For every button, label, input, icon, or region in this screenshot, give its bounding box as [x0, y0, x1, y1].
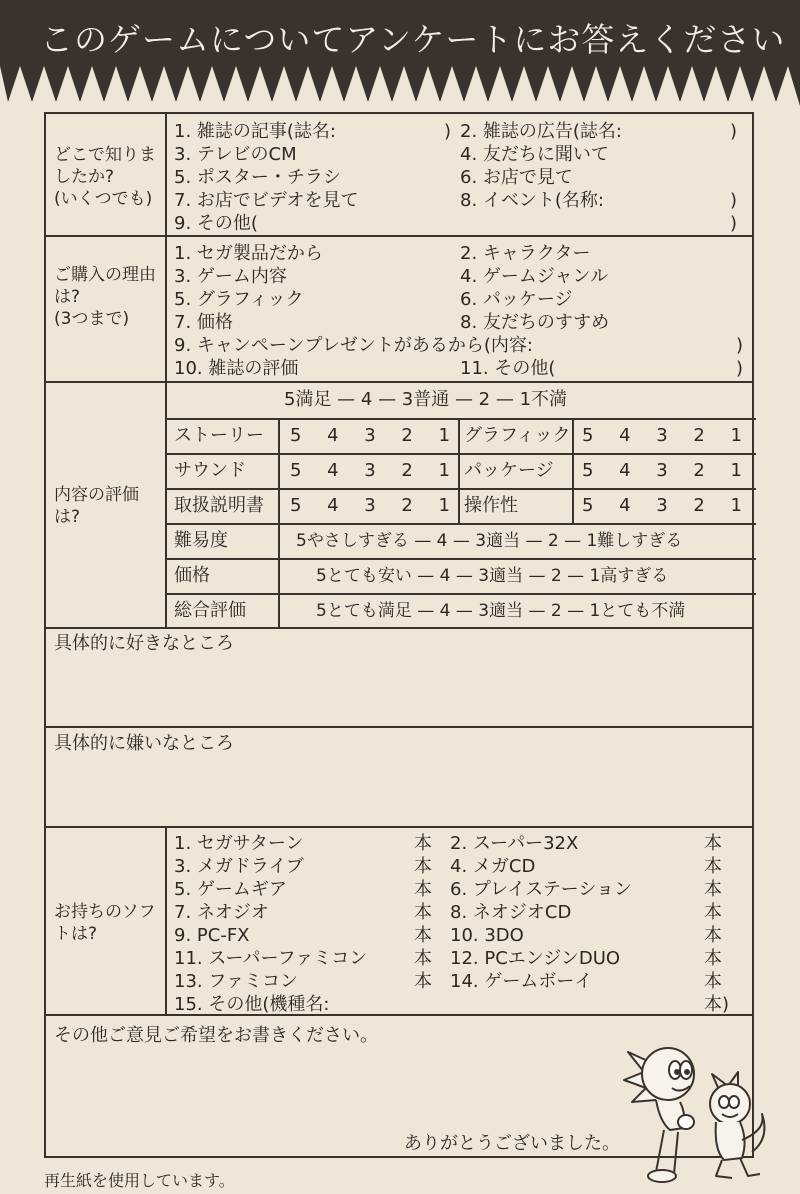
option-poster-flyer[interactable]: 5. ポスター・チラシ — [174, 167, 341, 188]
software-pc-fx[interactable]: 9. PC-FX — [174, 925, 250, 946]
option-price[interactable]: 7. 価格 — [174, 312, 233, 333]
option-magazine-review[interactable]: 10. 雑誌の評価 — [174, 358, 299, 379]
software-neo-geo-cd[interactable]: 8. ネオジオCD — [450, 902, 572, 923]
dislikes-label: 具体的に嫌いなところ — [54, 733, 234, 754]
software-count-unit: 本 — [414, 948, 432, 969]
software-label-line2: トは? — [54, 924, 98, 944]
option-magazine-ad[interactable]: 2. 雑誌の広告(誌名: — [460, 121, 622, 142]
rating-numbers-sound[interactable]: 5 4 3 2 1 — [290, 460, 450, 481]
q2-label-line1: ご購入の理由 — [54, 265, 156, 285]
page-title: このゲームについてアンケートにお答えください — [40, 20, 786, 59]
software-playstation[interactable]: 6. プレイステーション — [450, 879, 633, 900]
software-game-gear[interactable]: 5. ゲームギア — [174, 879, 287, 900]
option-seen-in-store[interactable]: 6. お店で見て — [460, 167, 573, 188]
option-game-genre[interactable]: 4. ゲームジャンル — [460, 266, 609, 287]
option-heard-from-friend[interactable]: 4. 友だちに聞いて — [460, 144, 609, 165]
rating-numbers-manual[interactable]: 5 4 3 2 1 — [290, 495, 450, 516]
option-close-paren: ) — [730, 190, 738, 211]
option-other[interactable]: 9. その他( — [174, 213, 258, 234]
software-mega-cd[interactable]: 4. メガCD — [450, 856, 536, 877]
rating-numbers-package[interactable]: 5 4 3 2 1 — [582, 460, 742, 481]
q2-label-line3: (3つまで) — [54, 309, 130, 329]
rating-item-controls: 操作性 — [464, 495, 518, 516]
q1-label-line1: どこで知りま — [54, 145, 156, 165]
software-count-unit: 本 — [414, 879, 432, 900]
option-event[interactable]: 8. イベント(名称: — [460, 190, 604, 211]
likes-label: 具体的に好きなところ — [54, 633, 234, 654]
rating-numbers-controls[interactable]: 5 4 3 2 1 — [582, 495, 742, 516]
page-header — [0, 0, 800, 66]
q2-label-line2: は? — [54, 287, 81, 307]
option-close-paren: ) — [730, 121, 738, 142]
software-count-unit: 本 — [704, 948, 722, 969]
option-tv-cm[interactable]: 3. テレビのCM — [174, 144, 297, 165]
survey-form — [44, 112, 754, 1158]
software-game-boy[interactable]: 14. ゲームボーイ — [450, 971, 593, 992]
comments-label: その他ご意見ご希望をお書きください。 — [54, 1025, 378, 1046]
recycled-paper-note: 再生紙を使用しています。 — [44, 1171, 235, 1190]
software-count-unit: 本 — [704, 879, 722, 900]
rating-item-story: ストーリー — [174, 425, 264, 446]
rating-item-sound: サウンド — [174, 460, 246, 481]
rating-item-package: パッケージ — [464, 460, 554, 481]
option-magazine-article[interactable]: 1. 雑誌の記事(誌名: — [174, 121, 336, 142]
software-count-unit: 本 — [704, 971, 722, 992]
software-pc-engine-duo[interactable]: 12. PCエンジンDUO — [450, 948, 621, 969]
option-other[interactable]: 11. その他( — [460, 358, 556, 379]
rating-scale-overall[interactable]: 5とても満足 — 4 — 3適当 — 2 — 1とても不満 — [316, 601, 686, 621]
software-other[interactable]: 15. その他(機種名: — [174, 994, 330, 1015]
option-game-content[interactable]: 3. ゲーム内容 — [174, 266, 287, 287]
q1-label-line3: (いくつでも) — [54, 189, 153, 209]
option-close-paren: ) — [730, 213, 738, 234]
rating-numbers-story[interactable]: 5 4 3 2 1 — [290, 425, 450, 446]
option-character[interactable]: 2. キャラクター — [460, 243, 591, 264]
software-count-unit: 本 — [704, 833, 722, 854]
option-package[interactable]: 6. パッケージ — [460, 289, 573, 310]
software-count-unit: 本 — [704, 856, 722, 877]
software-count-unit: 本 — [414, 971, 432, 992]
option-close-paren: ) — [736, 358, 744, 379]
likes-answer-area[interactable] — [46, 659, 752, 724]
rating-item-overall: 総合評価 — [174, 600, 246, 621]
q1-label-line2: したか? — [54, 167, 115, 187]
software-count-unit: 本 — [414, 856, 432, 877]
option-store-video[interactable]: 7. お店でビデオを見て — [174, 190, 359, 211]
software-count-unit: 本 — [414, 925, 432, 946]
software-count-unit: 本 — [414, 833, 432, 854]
software-neo-geo[interactable]: 7. ネオジオ — [174, 902, 269, 923]
option-graphics[interactable]: 5. グラフィック — [174, 289, 304, 310]
rating-scale-difficulty[interactable]: 5やさしすぎる — 4 — 3適当 — 2 — 1難しすぎる — [296, 531, 683, 551]
software-count-unit: 本 — [414, 902, 432, 923]
rating-item-difficulty: 難易度 — [174, 530, 228, 551]
zigzag-border — [0, 66, 800, 110]
software-label-line1: お持ちのソフ — [54, 902, 156, 922]
comments-answer-area[interactable] — [46, 1054, 636, 1134]
dislikes-answer-area[interactable] — [46, 759, 752, 824]
option-friend-recommendation[interactable]: 8. 友だちのすすめ — [460, 312, 610, 333]
q3-label-line2: は? — [54, 507, 81, 527]
rating-numbers-graphics[interactable]: 5 4 3 2 1 — [582, 425, 742, 446]
rating-item-manual: 取扱説明書 — [174, 495, 264, 516]
software-super-32x[interactable]: 2. スーパー32X — [450, 833, 579, 854]
option-close-paren: ) — [736, 335, 744, 356]
sonic-tails-illustration — [620, 1022, 770, 1184]
software-3do[interactable]: 10. 3DO — [450, 925, 524, 946]
software-count-unit-close: 本) — [704, 994, 730, 1015]
software-super-famicom[interactable]: 11. スーパーファミコン — [174, 948, 368, 969]
software-famicom[interactable]: 13. ファミコン — [174, 971, 298, 992]
q3-label-line1: 内容の評価 — [54, 485, 139, 505]
rating-item-price: 価格 — [174, 565, 210, 586]
rating-item-graphics: グラフィック — [464, 425, 571, 446]
option-close-paren: ) — [444, 121, 452, 142]
software-mega-drive[interactable]: 3. メガドライブ — [174, 856, 304, 877]
software-count-unit: 本 — [704, 925, 722, 946]
option-sega-product[interactable]: 1. セガ製品だから — [174, 243, 323, 264]
rating-scale-header: 5満足 — 4 — 3普通 — 2 — 1不満 — [284, 389, 568, 410]
software-sega-saturn[interactable]: 1. セガサターン — [174, 833, 304, 854]
software-count-unit: 本 — [704, 902, 722, 923]
thanks-text: ありがとうございました。 — [404, 1133, 620, 1154]
option-campaign-present[interactable]: 9. キャンペーンプレゼントがあるから(内容: — [174, 335, 533, 356]
rating-scale-price[interactable]: 5とても安い — 4 — 3適当 — 2 — 1高すぎる — [316, 566, 669, 586]
